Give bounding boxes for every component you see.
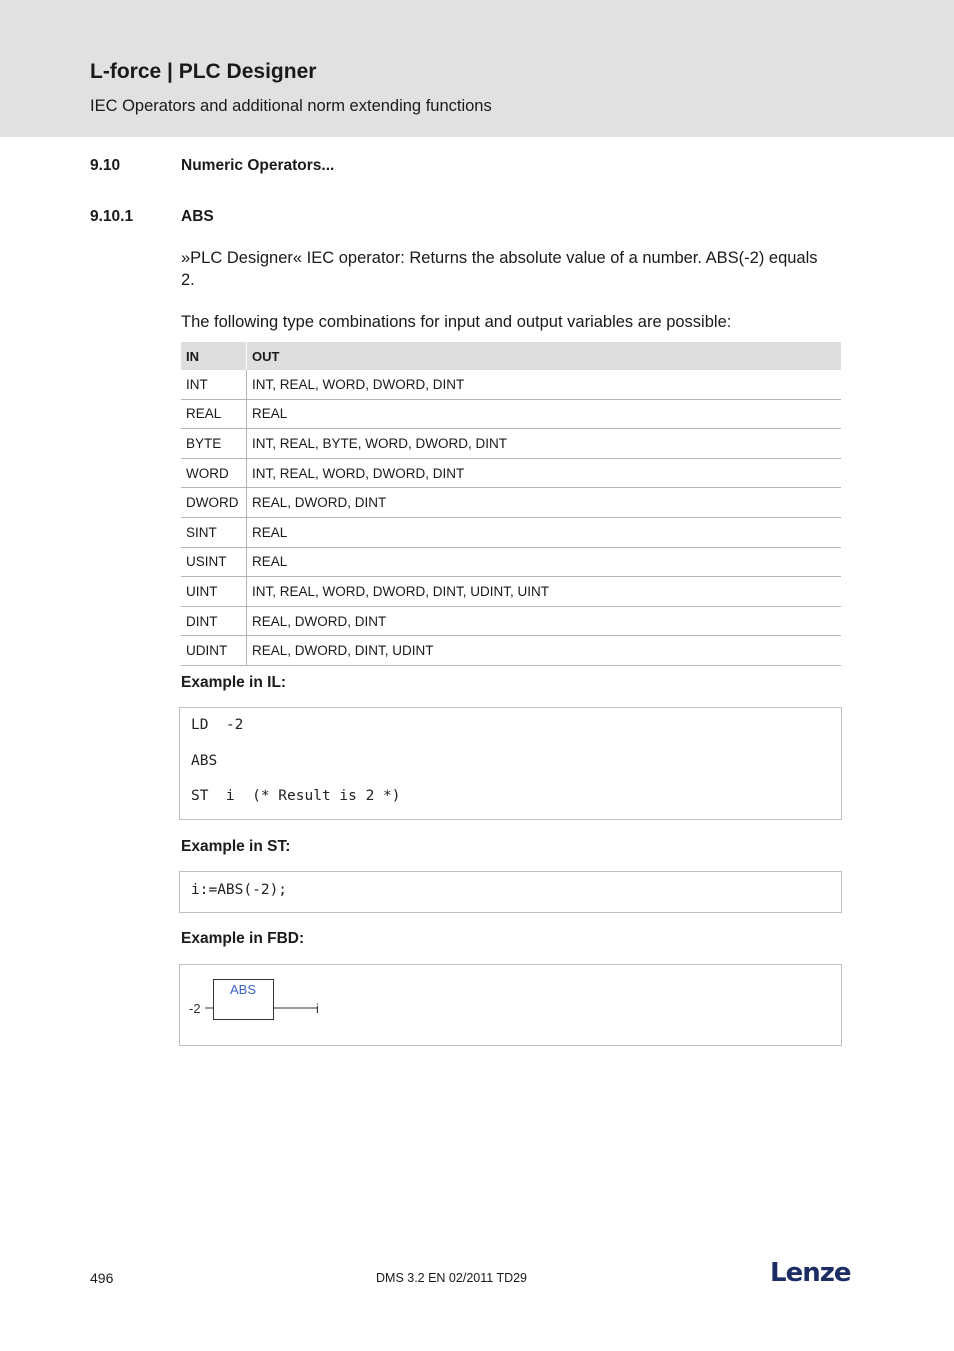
table-cell-in: INT (181, 370, 247, 399)
table-row (181, 429, 841, 459)
example-il-label: Example in IL: (181, 674, 287, 691)
table-cell-out: INT, REAL, WORD, DWORD, DINT, UDINT, UINT (247, 577, 842, 607)
page-header (0, 0, 954, 137)
section-number: 9.10 (90, 157, 121, 174)
table-cell-in: DINT (181, 606, 247, 636)
table-cell-out: INT, REAL, WORD, DWORD, DINT (247, 370, 842, 399)
example-st-code-box (179, 871, 842, 913)
lenze-logo: Lenze (770, 1258, 851, 1288)
table-row (181, 399, 841, 429)
table-row (181, 458, 841, 488)
fbd-block-name: ABS (229, 982, 257, 997)
table-cell-in: USINT (181, 547, 247, 577)
table-cell-out: INT, REAL, BYTE, WORD, DWORD, DINT (247, 429, 842, 459)
il-code-line: ST i (* Result is 2 *) (191, 788, 401, 804)
subsection-title: ABS (181, 208, 214, 225)
table-cell-in: SINT (181, 517, 247, 547)
table-cell-out: REAL, DWORD, DINT, UDINT (247, 636, 842, 666)
table-row (181, 577, 841, 607)
table-cell-in: UDINT (181, 636, 247, 666)
fbd-diagram (180, 965, 841, 1045)
table-row (181, 517, 841, 547)
description-paragraph (181, 247, 818, 291)
table-row (181, 547, 841, 577)
column-header-in: IN (181, 342, 247, 370)
page-number: 496 (90, 1270, 114, 1286)
st-code-line: i:=ABS(-2); (191, 882, 288, 898)
document-title: L-force | PLC Designer (90, 60, 317, 83)
document-id: DMS 3.2 EN 02/2011 TD29 (376, 1271, 528, 1285)
example-st-label: Example in ST: (181, 838, 291, 855)
table-cell-out: REAL (247, 547, 842, 577)
table-cell-in: REAL (181, 399, 247, 429)
il-code-line: LD -2 (191, 717, 244, 733)
table-row (181, 370, 841, 399)
column-header-out: OUT (247, 342, 842, 370)
table-cell-in: UINT (181, 577, 247, 607)
table-row (181, 488, 841, 518)
example-fbd-box (179, 964, 842, 1046)
section-title: Numeric Operators... (181, 157, 335, 174)
table-header-row (181, 342, 841, 370)
fbd-input-label: -2 (189, 1001, 201, 1016)
table-cell-in: BYTE (181, 429, 247, 459)
table-cell-in: DWORD (181, 488, 247, 518)
table-cell-out: REAL, DWORD, DINT (247, 606, 842, 636)
table-cell-out: REAL (247, 517, 842, 547)
example-fbd-label: Example in FBD: (181, 930, 305, 947)
description-line-2: 2. (181, 271, 195, 289)
table-cell-out: REAL (247, 399, 842, 429)
il-code-line: ABS (191, 753, 218, 769)
table-row (181, 636, 841, 666)
table-intro-paragraph: The following type combinations for input and output variables are possible: (181, 313, 732, 331)
fbd-output-label: i (316, 1001, 319, 1016)
example-il-code-box (179, 707, 842, 820)
document-subtitle: IEC Operators and additional norm extending functions (90, 97, 492, 115)
table-cell-out: INT, REAL, WORD, DWORD, DINT (247, 458, 842, 488)
table-row (181, 606, 841, 636)
type-combinations-table (181, 342, 841, 666)
table-cell-out: REAL, DWORD, DINT (247, 488, 842, 518)
subsection-number: 9.10.1 (90, 208, 134, 225)
description-line-1: »PLC Designer« IEC operator: Returns the absolute value of a number. ABS(-2) equals (181, 249, 818, 267)
table-cell-in: WORD (181, 458, 247, 488)
